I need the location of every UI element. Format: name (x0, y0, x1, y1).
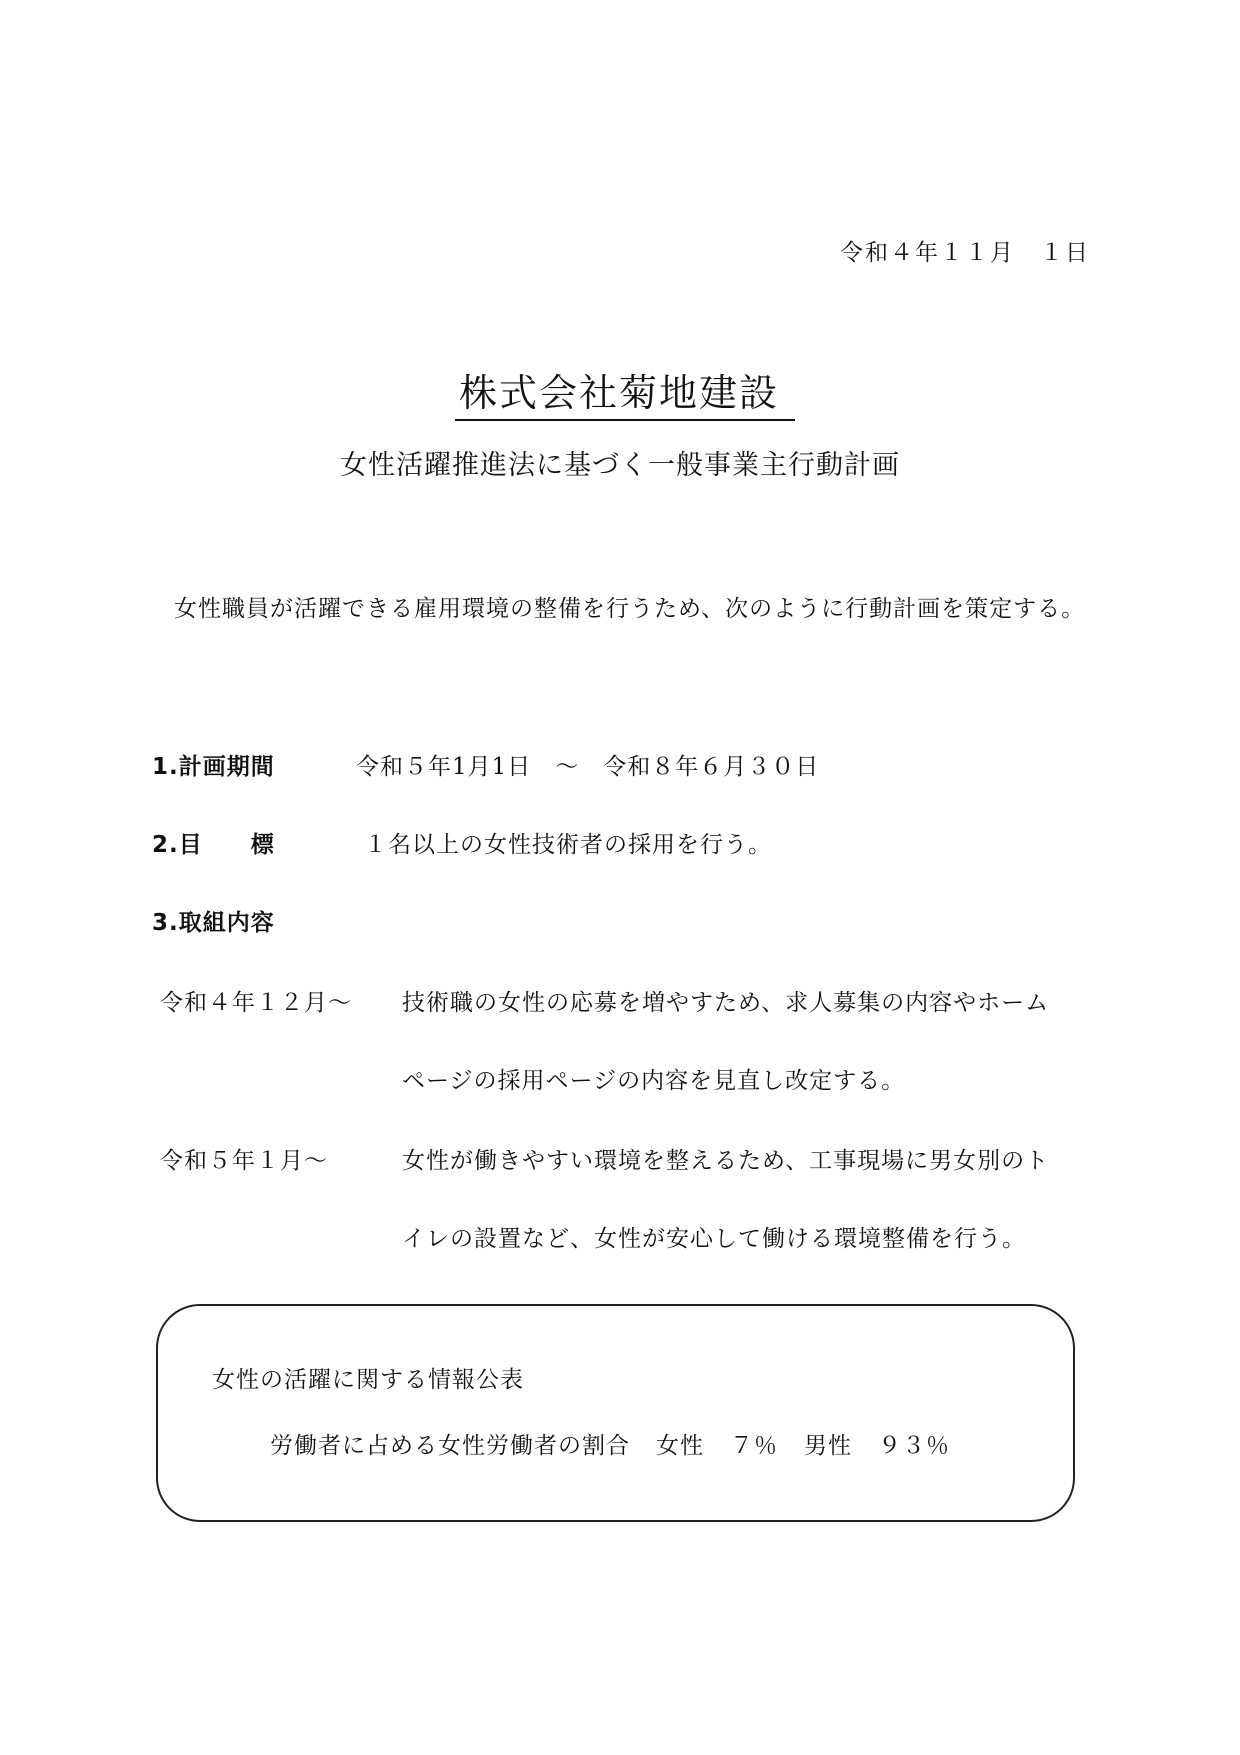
company-name-heading (0, 362, 1240, 421)
female-value: ７％ (730, 1433, 778, 1459)
male-label: 男性 (804, 1433, 852, 1459)
info-disclosure-title: 女性の活躍に関する情報公表 (212, 1367, 524, 1393)
action-2-when: 令和５年１月～ (160, 1148, 328, 1174)
female-ratio-line (270, 1427, 950, 1460)
actions-label: 3.取組内容 (152, 910, 275, 936)
document-date: 令和４年１１月 １日 (840, 240, 1090, 266)
goal-label: 2.目 標 (152, 832, 275, 858)
action-1-line-2: ページの採用ページの内容を見直し改定する。 (402, 1068, 906, 1094)
goal-value: １名以上の女性技術者の採用を行う。 (364, 832, 772, 858)
action-2-line-1: 女性が働きやすい環境を整えるため、工事現場に男女別のト (402, 1148, 1050, 1174)
document-subtitle: 女性活躍推進法に基づく一般事業主行動計画 (340, 450, 900, 481)
actions-row (152, 904, 275, 937)
plan-period-label: 1.計画期間 (152, 754, 275, 780)
action-2-line-2: イレの設置など、女性が安心して働ける環境整備を行う。 (402, 1226, 1026, 1252)
plan-period-value: 令和５年1月1日 ～ 令和８年６月３０日 (356, 754, 820, 780)
action-1-line-1: 技術職の女性の応募を増やすため、求人募集の内容やホーム (402, 990, 1050, 1016)
plan-period-row (152, 748, 819, 781)
male-value: ９３％ (878, 1433, 950, 1459)
action-1-when: 令和４年１２月～ (160, 990, 352, 1016)
ratio-label: 労働者に占める女性労働者の割合 (270, 1433, 630, 1459)
goal-row (152, 826, 772, 859)
company-name: 株式会社菊地建設 (455, 362, 795, 421)
intro-text: 女性職員が活躍できる雇用環境の整備を行うため、次のように行動計画を策定する。 (174, 596, 1086, 622)
female-label: 女性 (656, 1433, 704, 1459)
info-disclosure-box (156, 1304, 1075, 1522)
